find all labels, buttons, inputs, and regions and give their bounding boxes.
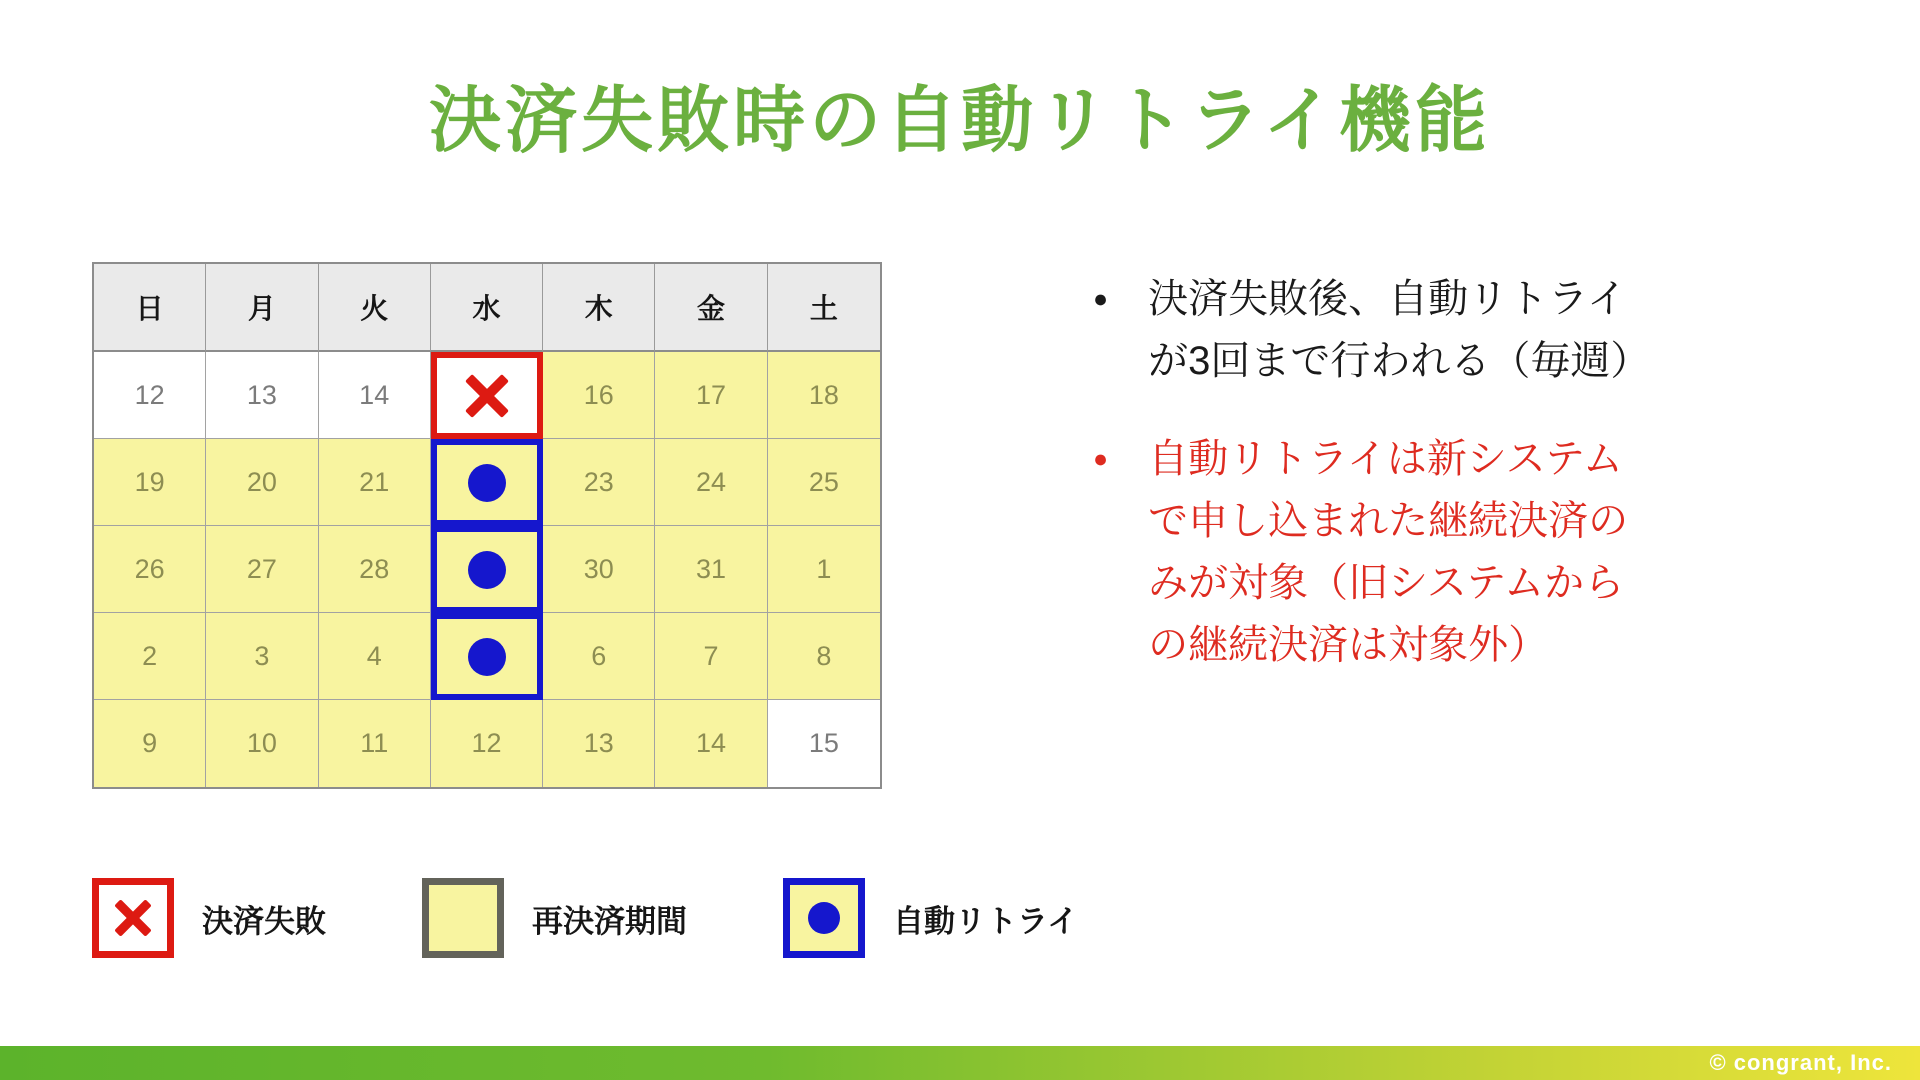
bullet-line: 自動リトライは新システム xyxy=(1148,437,1623,481)
calendar-cell-white: 15 xyxy=(768,700,880,787)
repay-period-swatch xyxy=(422,878,504,958)
calendar-cell-yellow: 20 xyxy=(206,439,318,526)
calendar-row xyxy=(94,352,880,439)
calendar-cell-yellow: 10 xyxy=(206,700,318,787)
slide-title: 決済失敗時の自動リトライ機能 xyxy=(429,81,1491,161)
calendar-cell-yellow: 4 xyxy=(319,613,431,700)
calendar-cell-yellow: 9 xyxy=(94,700,206,787)
bullet-line: が3回まで行われる（毎週） xyxy=(1148,339,1651,383)
calendar-cell-yellow: 11 xyxy=(319,700,431,787)
bullet-line: の継続決済は対象外） xyxy=(1148,623,1549,667)
legend-item-period xyxy=(422,878,687,958)
calendar-cell-retry xyxy=(431,439,543,526)
calendar-cell-yellow: 25 xyxy=(768,439,880,526)
bullet-line: で申し込まれた継続決済の xyxy=(1148,499,1629,543)
bullet-item xyxy=(1093,268,1650,392)
calendar-cell-yellow: 3 xyxy=(206,613,318,700)
calendar-cell-yellow: 18 xyxy=(768,352,880,439)
retry-dot-icon xyxy=(808,902,840,934)
legend-item-failure xyxy=(92,878,326,958)
calendar-cell-yellow: 24 xyxy=(655,439,767,526)
calendar-row xyxy=(94,526,880,613)
bullet-dot-icon: ● xyxy=(1093,445,1109,473)
legend xyxy=(92,878,1174,958)
calendar-cell-yellow: 8 xyxy=(768,613,880,700)
failure-x-icon xyxy=(114,899,152,937)
copyright-text: © congrant, Inc. xyxy=(1709,1050,1892,1075)
bullet-item xyxy=(1093,428,1650,676)
weekday-cell: 日 xyxy=(94,264,206,352)
legend-label: 決済失敗 xyxy=(202,903,326,939)
legend-label: 自動リトライ xyxy=(893,903,1079,939)
weekday-cell: 金 xyxy=(655,264,767,352)
weekday-cell: 月 xyxy=(206,264,318,352)
calendar-cell-yellow: 13 xyxy=(543,700,655,787)
calendar-cell-yellow: 16 xyxy=(543,352,655,439)
weekday-cell: 火 xyxy=(319,264,431,352)
calendar-cell-yellow: 23 xyxy=(543,439,655,526)
calendar-cell-yellow: 21 xyxy=(319,439,431,526)
calendar-cell-yellow: 17 xyxy=(655,352,767,439)
calendar-row xyxy=(94,613,880,700)
calendar-cell-yellow: 28 xyxy=(319,526,431,613)
weekday-cell: 木 xyxy=(543,264,655,352)
failure-x-icon xyxy=(92,878,174,958)
calendar-cell-retry xyxy=(431,613,543,700)
bullet-dot-icon: ● xyxy=(1093,285,1109,313)
calendar-cell-white: 13 xyxy=(206,352,318,439)
calendar-cell-yellow: 30 xyxy=(543,526,655,613)
failure-x-icon xyxy=(464,373,510,419)
calendar-cell-yellow: 7 xyxy=(655,613,767,700)
calendar-cell-white: 14 xyxy=(319,352,431,439)
calendar-cell-yellow: 1 xyxy=(768,526,880,613)
calendar-cell-yellow: 31 xyxy=(655,526,767,613)
bullet-text xyxy=(1148,428,1628,676)
calendar-cell-retry xyxy=(431,526,543,613)
weekday-cell: 土 xyxy=(768,264,880,352)
bullet-line: 決済失敗後、自動リトライ xyxy=(1148,277,1627,321)
calendar-cell-yellow: 2 xyxy=(94,613,206,700)
bullet-line: みが対象（旧システムから xyxy=(1148,561,1625,605)
legend-label: 再決済期間 xyxy=(532,903,687,939)
calendar-cell-yellow: 14 xyxy=(655,700,767,787)
calendar-row xyxy=(94,700,880,787)
bullet-list xyxy=(1093,268,1650,676)
calendar-body xyxy=(94,352,880,787)
calendar-cell-yellow: 19 xyxy=(94,439,206,526)
calendar-cell-white: 12 xyxy=(94,352,206,439)
calendar-row xyxy=(94,439,880,526)
bullet-text xyxy=(1148,268,1650,392)
retry-dot-icon xyxy=(783,878,865,958)
calendar-cell-yellow: 12 xyxy=(431,700,543,787)
retry-dot-icon xyxy=(468,464,506,502)
calendar-cell-failure xyxy=(431,352,543,439)
calendar-cell-yellow: 27 xyxy=(206,526,318,613)
retry-calendar xyxy=(92,262,882,789)
calendar-weekday-row xyxy=(94,264,880,352)
footer-bar xyxy=(0,1046,1920,1080)
legend-item-retry xyxy=(783,878,1078,958)
calendar-cell-yellow: 26 xyxy=(94,526,206,613)
weekday-cell: 水 xyxy=(431,264,543,352)
retry-dot-icon xyxy=(468,638,506,676)
calendar-cell-yellow: 6 xyxy=(543,613,655,700)
retry-dot-icon xyxy=(468,551,506,589)
